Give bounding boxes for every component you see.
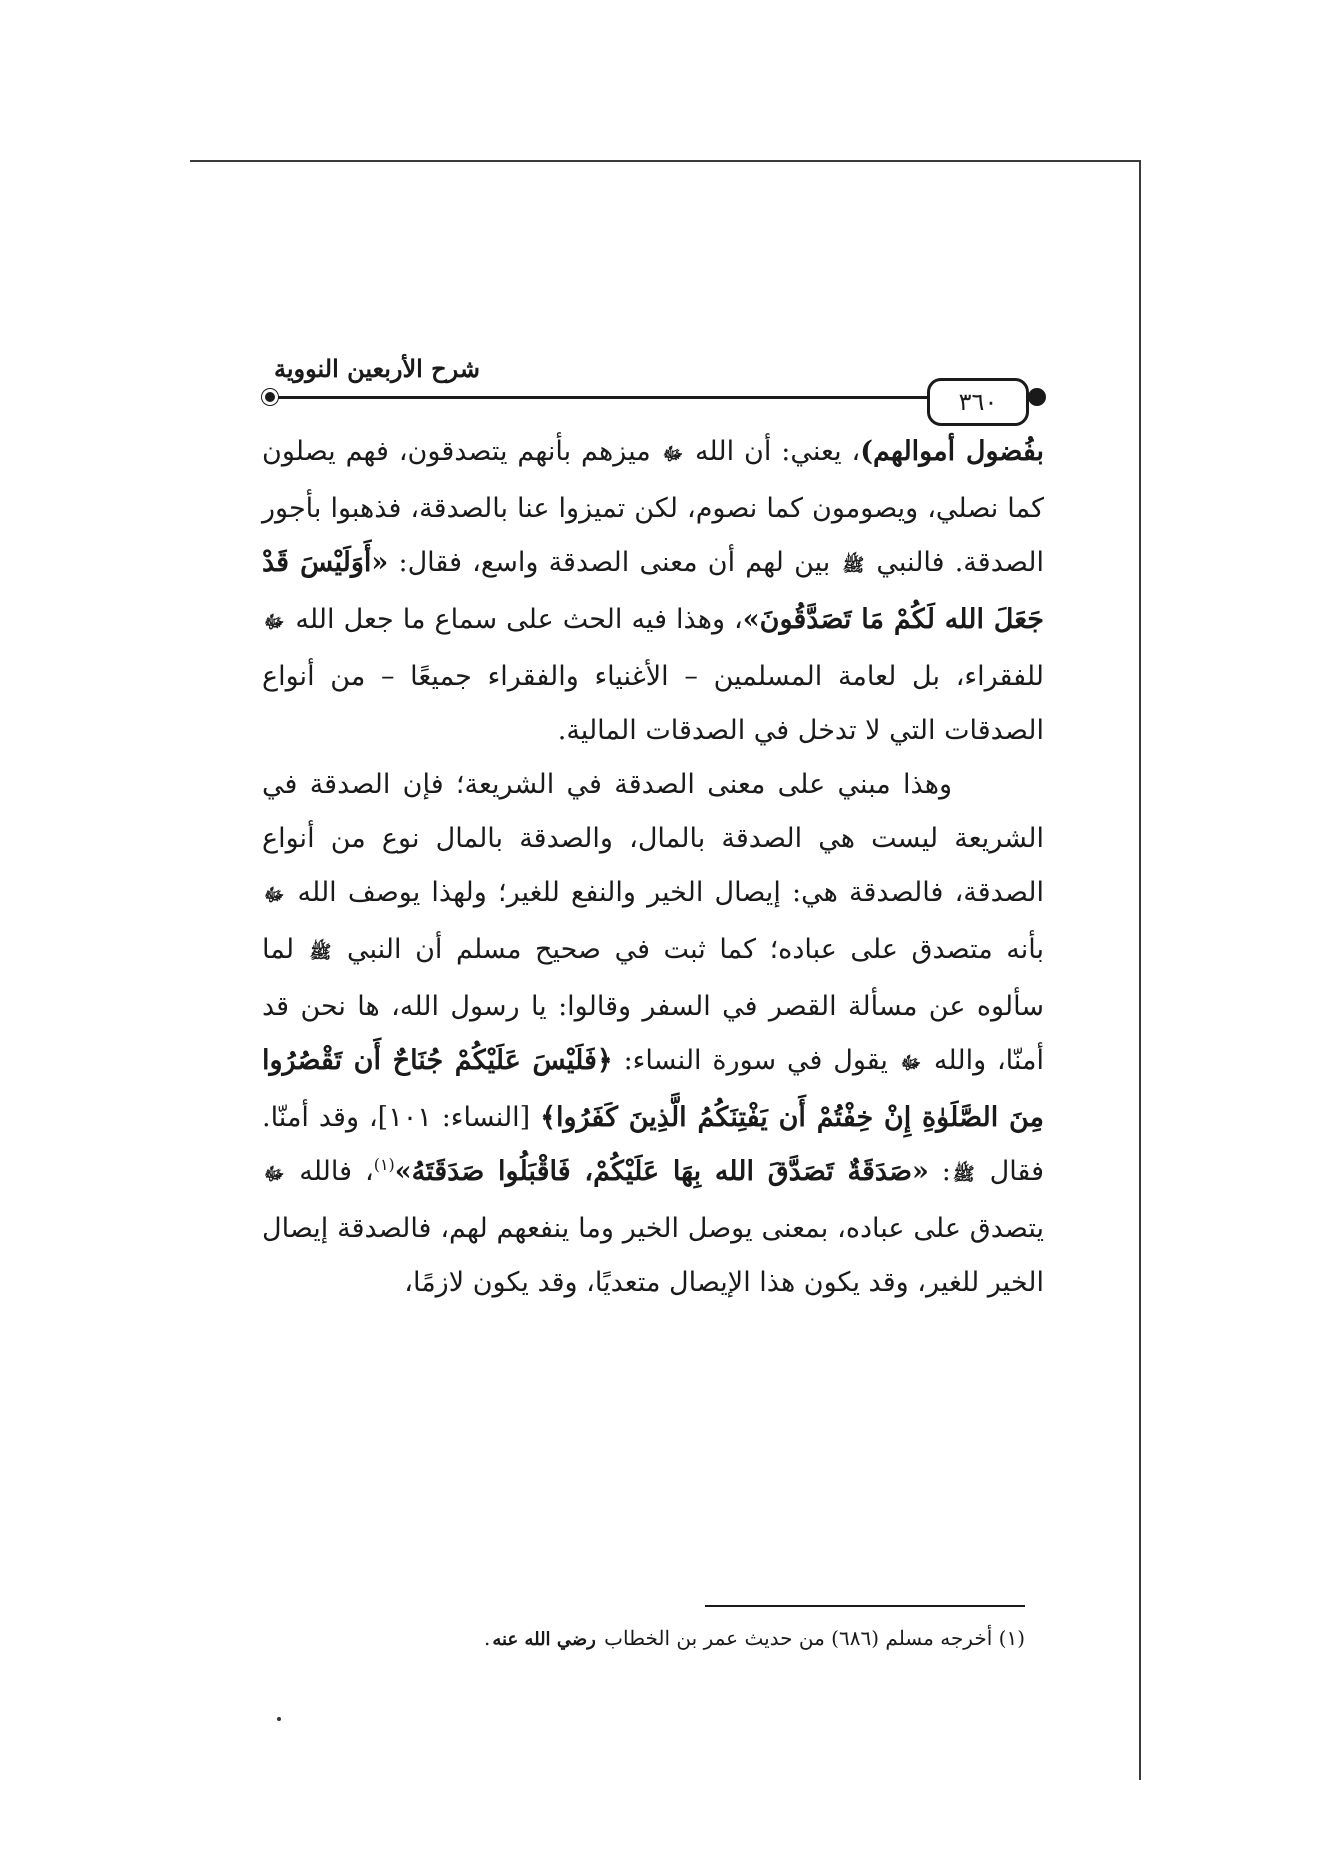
quote-end: بفُضول أموالهم) bbox=[860, 436, 1044, 467]
rule-ornament-right bbox=[1028, 388, 1046, 406]
footnote-separator bbox=[705, 1605, 1025, 1607]
hadith-quote: «أَوَلَيْسَ قَدْ جَعَلَ الله لَكُمْ مَا تَصَدَّقُونَ» bbox=[262, 547, 1044, 635]
honorific-allah: ﷻ bbox=[900, 1053, 922, 1074]
page-frame-right-border bbox=[1139, 160, 1141, 1780]
honorific-companion: رضي الله عنه bbox=[492, 1629, 596, 1650]
footnote-ref[interactable]: (١) bbox=[373, 1155, 395, 1174]
rule-ornament-left bbox=[262, 389, 278, 405]
honorific-prophet: ﷺ bbox=[952, 1164, 975, 1185]
page-frame-top-border bbox=[190, 160, 1140, 162]
page-header bbox=[262, 350, 1044, 422]
text-run: ، فالله bbox=[286, 1156, 374, 1187]
honorific-prophet: ﷺ bbox=[309, 942, 332, 963]
honorific-allah: ﷻ bbox=[662, 444, 684, 465]
text-run: ، وهذا فيه الحث على سماع ما جعل الله bbox=[286, 604, 743, 635]
speck-mark bbox=[277, 1717, 281, 1721]
footnote-text: (١) أخرجه مسلم (٦٨٦) من حديث عمر بن الخطاب bbox=[597, 1626, 1025, 1650]
text-run: [النساء: ١٠١]، وقد أمنّا. فقال bbox=[262, 1102, 1044, 1187]
paragraph-1 bbox=[262, 425, 1044, 758]
text-run: بين لهم أن معنى الصدقة واسع، فقال: bbox=[388, 547, 841, 578]
hadith-quote: «صَدَقَةٌ تَصَدَّقَ الله بِهَا عَلَيْكُمْ، فَاقْبَلُوا صَدَقَتَهُ» bbox=[394, 1156, 929, 1187]
quran-verse: ﴿فَلَيْسَ عَلَيْكُمْ جُنَاحٌ أَن تَقْصُرُوا مِنَ الصَّلَوٰةِ إِنْ خِفْتُمْ أَن يَفْتِنَكُمُ الَّذِينَ كَفَرُوا﴾ bbox=[262, 1045, 1045, 1133]
footnote-end: . bbox=[484, 1626, 491, 1650]
honorific-allah: ﷻ bbox=[264, 612, 285, 633]
page-number: ٣٦٠ bbox=[927, 378, 1029, 426]
text-run: للفقراء، بل لعامة المسلمين – الأغنياء والفقراء جميعًا – من أنواع الصدقات التي لا تدخل في الصدقات المالية. bbox=[262, 661, 1044, 746]
honorific-prophet: ﷺ bbox=[842, 555, 865, 576]
text-run: : bbox=[928, 1156, 951, 1187]
honorific-allah: ﷻ bbox=[264, 1164, 285, 1185]
text-run: ، يعني: أن الله bbox=[685, 436, 861, 467]
text-run: بأنه متصدق على عباده؛ كما ثبت في صحيح مسلم أن النبي bbox=[333, 934, 1044, 965]
honorific-allah: ﷻ bbox=[264, 885, 285, 906]
main-text bbox=[262, 425, 1044, 1310]
text-run: يقول في سورة النساء: bbox=[612, 1045, 899, 1076]
running-title: شرح الأربعين النووية bbox=[274, 354, 481, 383]
footnote bbox=[405, 1616, 1025, 1662]
header-rule bbox=[274, 396, 1004, 399]
text-run: وهذا مبني على معنى الصدقة في الشريعة؛ فإن الصدقة في الشريعة ليست هي الصدقة بالمال، والصدقة بالمال نوع من أنواع الصدقة، فالصدقة هي: إيصال الخير والنفع للغير؛ ولهذا يوصف الله bbox=[262, 769, 1044, 908]
text-run: لما سألوه عن مسألة القصر في السفر وقالوا: يا رسول الله، ها نحن قد أمنّا، والله bbox=[262, 934, 1044, 1076]
text-run: يتصدق على عباده، بمعنى يوصل الخير وما ينفعهم لهم، فالصدقة إيصال الخير للغير، وقد يكون هذا الإيصال متعديًا، وقد يكون لازمًا، bbox=[262, 1213, 1044, 1298]
paragraph-2 bbox=[262, 758, 1044, 1310]
text-run: ميزهم بأنهم يتصدقون، فهم يصلون كما نصلي، ويصومون كما نصوم، لكن تميزوا عنا بالصدقة، فذهبوا بأجور الصدقة. فالنبي bbox=[262, 436, 1045, 578]
